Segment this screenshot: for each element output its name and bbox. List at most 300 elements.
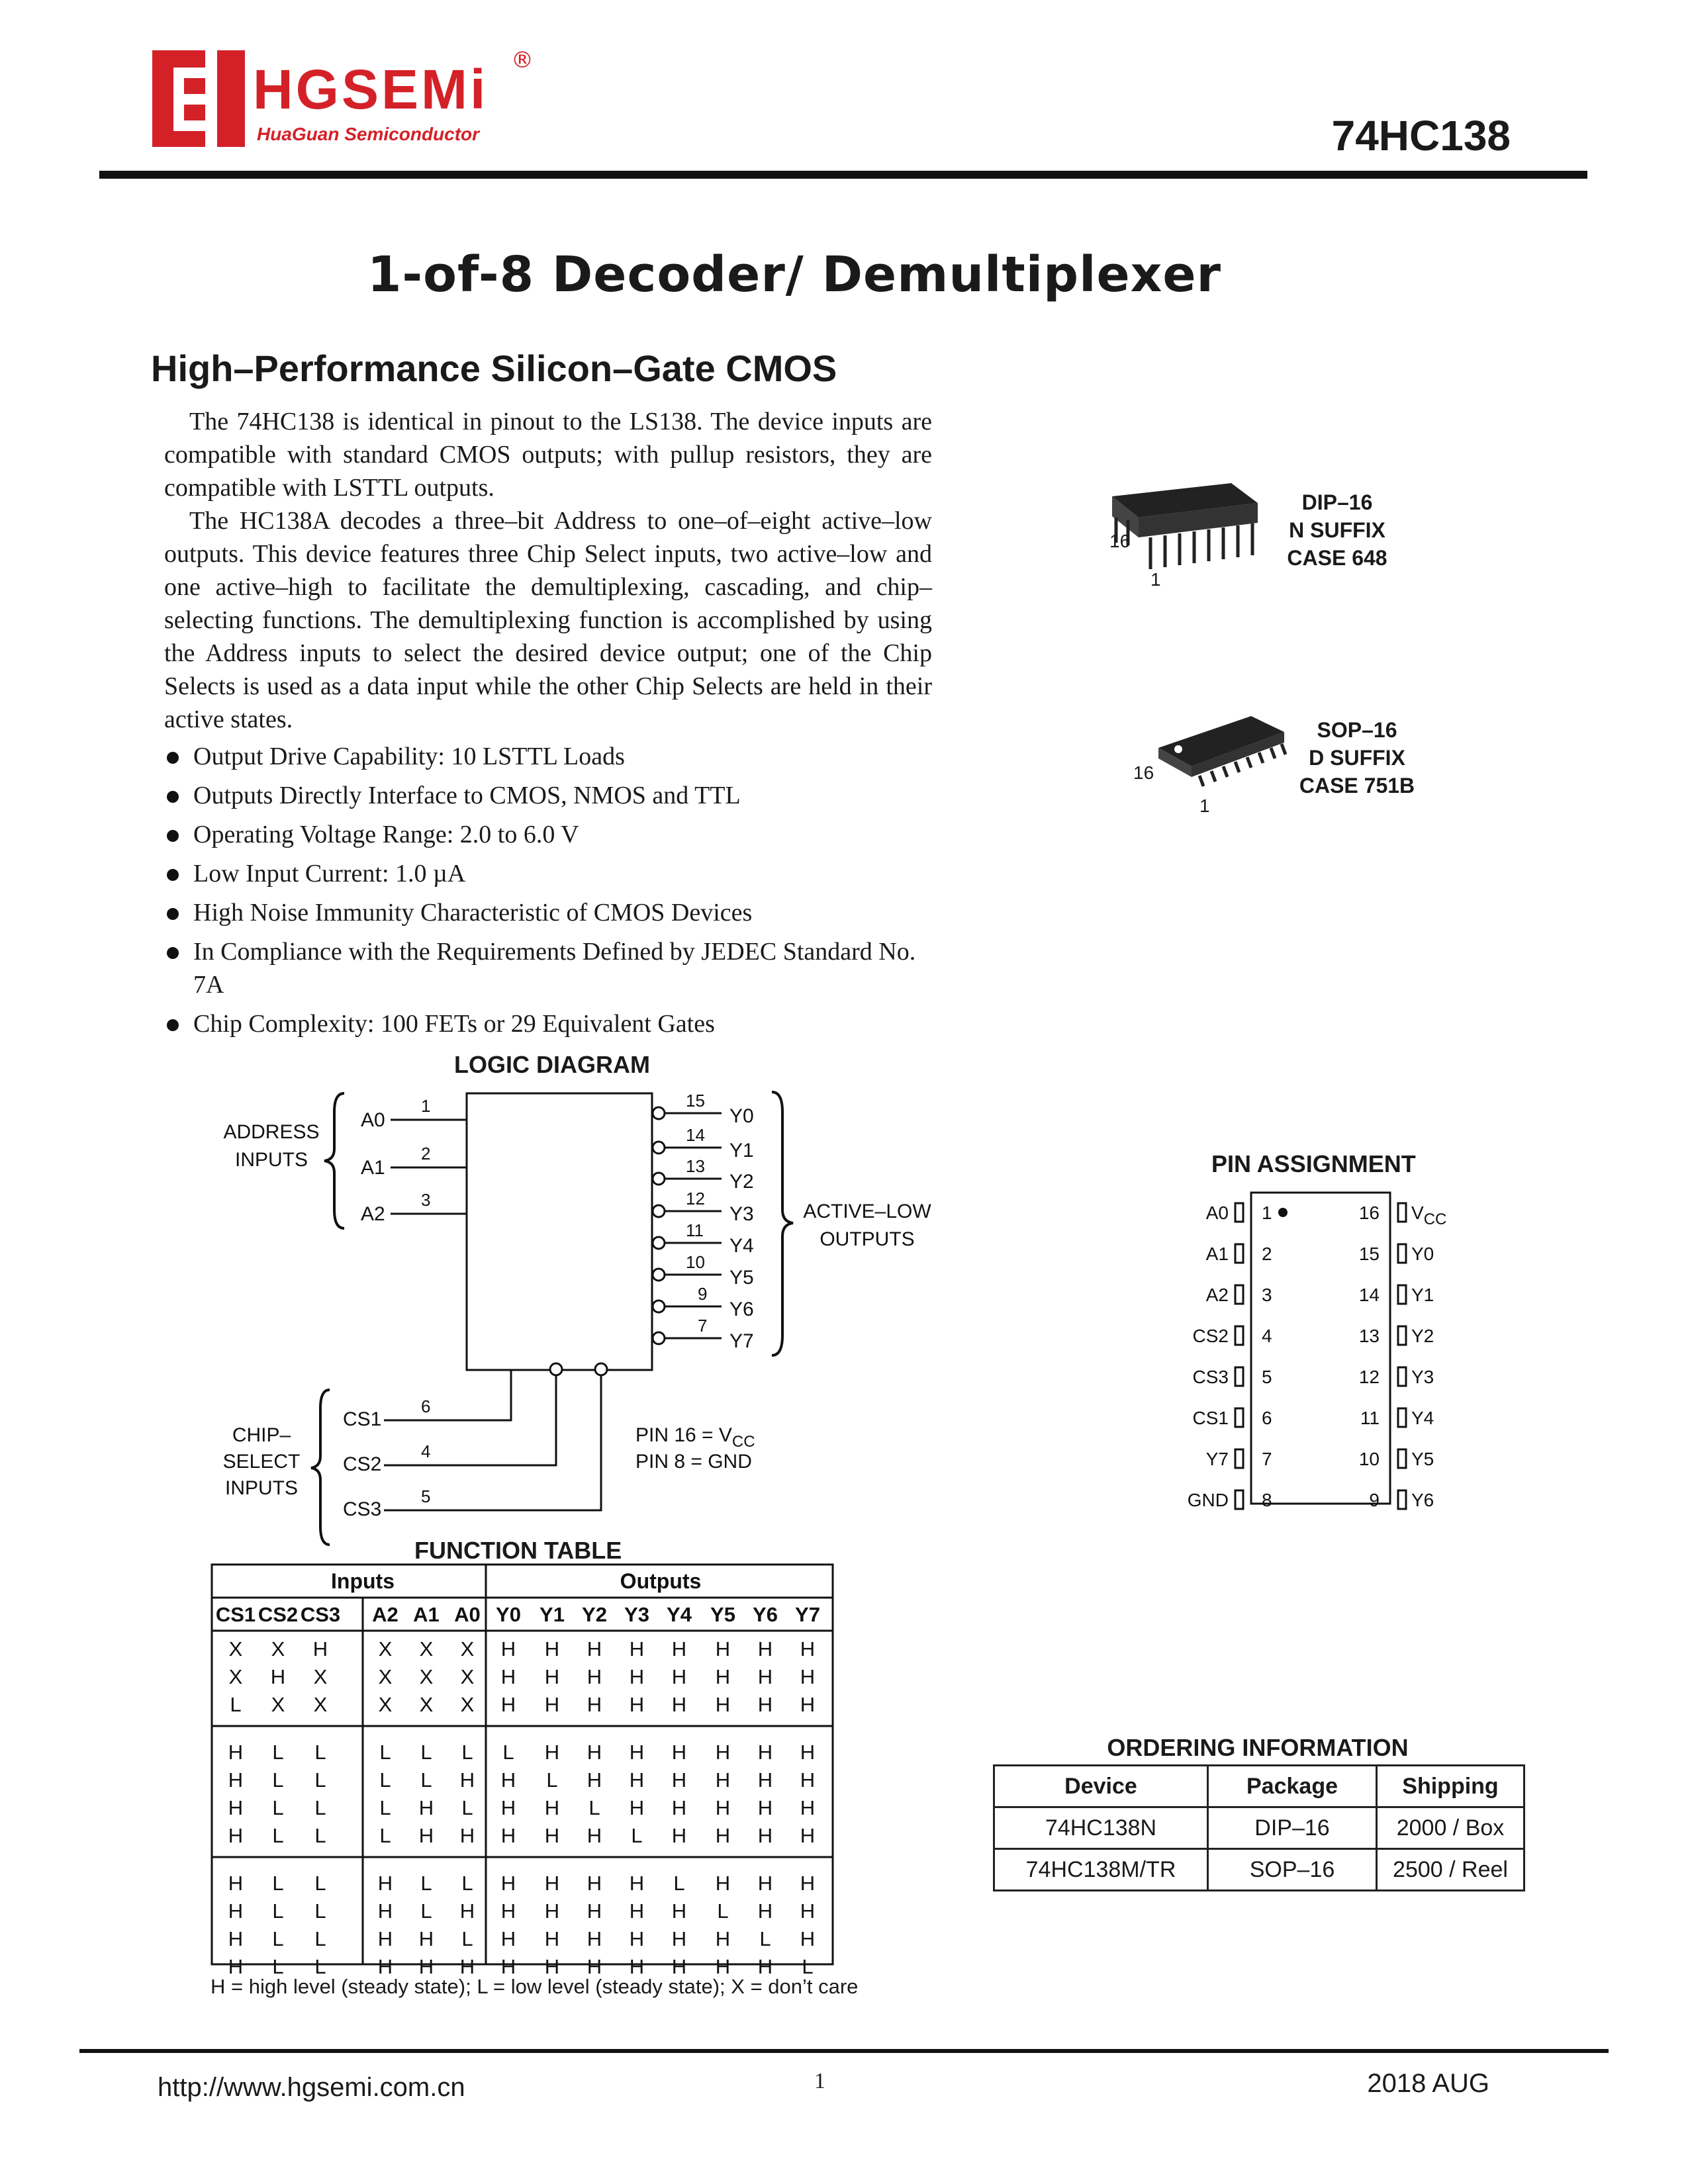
table-cell: H [586, 1637, 602, 1661]
table-cell: H [544, 1741, 560, 1764]
table-cell: H [800, 1741, 816, 1764]
table-cell: H [228, 1741, 244, 1764]
table-cell: X [228, 1665, 243, 1688]
table-cell: L [420, 1872, 432, 1895]
table-cell: H [671, 1824, 687, 1847]
pin-name-left: CS3 [1192, 1367, 1229, 1387]
table-cell: L [461, 1796, 473, 1819]
table-cell: L [272, 1899, 284, 1923]
table-cell: H [500, 1927, 516, 1950]
table-cell: L [314, 1824, 326, 1847]
group-header-outputs: Outputs [620, 1569, 702, 1593]
power-note-gnd: PIN 8 = GND [635, 1451, 752, 1473]
table-cell: X [271, 1693, 285, 1716]
table-cell: L [802, 1955, 814, 1978]
group-header-inputs: Inputs [331, 1569, 395, 1593]
ordering-device: 74HC138M/TR [994, 1849, 1208, 1891]
table-cell: H [757, 1796, 773, 1819]
pin-name-right: Y6 [1411, 1490, 1434, 1510]
table-cell: H [377, 1955, 393, 1978]
pin-pad [1235, 1203, 1243, 1222]
table-cell: X [313, 1665, 328, 1688]
table-cell: H [500, 1665, 516, 1688]
pin-number: 15 [686, 1091, 705, 1111]
table-cell: H [715, 1665, 731, 1688]
pin-number-right: 15 [1358, 1244, 1380, 1264]
table-cell: L [420, 1768, 432, 1792]
table-cell: L [673, 1872, 685, 1895]
table-cell: H [757, 1824, 773, 1847]
table-cell: L [420, 1899, 432, 1923]
table-cell: X [460, 1665, 475, 1688]
output-label: Y6 [729, 1298, 754, 1320]
table-cell: H [500, 1899, 516, 1923]
pin-number-left: 6 [1262, 1408, 1272, 1428]
table-cell: H [715, 1637, 731, 1661]
pin-name-left: CS2 [1192, 1326, 1229, 1346]
table-cell: H [377, 1899, 393, 1923]
pin-pad [1398, 1490, 1406, 1509]
table-cell: H [228, 1768, 244, 1792]
pin-name-right: Y2 [1411, 1326, 1434, 1346]
pin-pad [1235, 1367, 1243, 1386]
table-cell: H [757, 1872, 773, 1895]
table-cell: H [377, 1927, 393, 1950]
ordering-device: 74HC138N [994, 1807, 1208, 1849]
footer-divider [79, 2049, 1609, 2053]
company-logo [151, 48, 535, 154]
pin-name-right: Y5 [1411, 1449, 1434, 1469]
logic-diagram-title: LOGIC DIAGRAM [454, 1051, 650, 1078]
sop16-pin-low: 1 [1199, 796, 1210, 816]
table-cell: H [671, 1955, 687, 1978]
table-cell: H [757, 1768, 773, 1792]
pin-number-right: 9 [1369, 1490, 1380, 1510]
table-cell: X [228, 1637, 243, 1661]
logo-mark [151, 48, 535, 154]
feature-item: Chip Complexity: 100 FETs or 29 Equivalent Gates [164, 1007, 945, 1040]
package-case: CASE 648 [1287, 546, 1387, 570]
table-cell: L [379, 1796, 391, 1819]
pin-name-left: A2 [1205, 1285, 1229, 1305]
decoder-block [467, 1093, 652, 1370]
sop16-package-icon [1152, 708, 1311, 801]
table-cell: H [800, 1824, 816, 1847]
table-cell: H [377, 1872, 393, 1895]
table-cell: H [586, 1693, 602, 1716]
column-header: CS3 [300, 1603, 341, 1626]
pin-number-left: 4 [1262, 1326, 1272, 1346]
table-cell: H [629, 1768, 645, 1792]
pin-number-left: 5 [1262, 1367, 1272, 1387]
table-cell: H [715, 1927, 731, 1950]
outputs-group-label: OUTPUTS [820, 1228, 915, 1250]
sop16-label [1291, 716, 1423, 799]
table-cell: H [715, 1824, 731, 1847]
column-header: A1 [413, 1603, 440, 1626]
table-cell: H [544, 1796, 560, 1819]
table-cell: H [800, 1693, 816, 1716]
pin-name-right: VCC [1411, 1203, 1447, 1228]
feature-item: Low Input Current: 1.0 µA [164, 857, 945, 890]
table-cell: H [671, 1768, 687, 1792]
table-cell: H [715, 1741, 731, 1764]
pin-number: 11 [686, 1220, 704, 1240]
outputs-group-label: ACTIVE–LOW [803, 1201, 931, 1222]
column-header: Y3 [624, 1603, 649, 1626]
table-cell: H [757, 1741, 773, 1764]
pin-pad [1235, 1244, 1243, 1263]
table-cell: H [629, 1665, 645, 1688]
description-paragraph: The 74HC138 is identical in pinout to the LS138. The device inputs are compatible with standard CMOS outputs; with pullup resistors, they are compatible with LSTTL outputs. [164, 408, 932, 502]
pin-number: 6 [421, 1396, 431, 1416]
table-cell: H [544, 1824, 560, 1847]
document-title: 1-of-8 Decoder/ Demultiplexer [367, 246, 1222, 303]
table-cell: X [419, 1693, 434, 1716]
chip-select-label: CS3 [343, 1498, 382, 1520]
table-cell: L [314, 1796, 326, 1819]
table-cell: H [586, 1824, 602, 1847]
table-cell: L [272, 1768, 284, 1792]
pin-number-left: 7 [1262, 1449, 1272, 1469]
table-cell: L [546, 1768, 558, 1792]
ordering-shipping: 2000 / Box [1377, 1807, 1524, 1849]
table-cell: H [629, 1693, 645, 1716]
pin-name-right: Y4 [1411, 1408, 1434, 1428]
table-cell: X [271, 1637, 285, 1661]
dip16-pin-high: 16 [1109, 531, 1131, 551]
table-cell: X [419, 1665, 434, 1688]
logo-tagline: HuaGuan Semiconductor [257, 124, 480, 144]
column-header: Y6 [753, 1603, 778, 1626]
ordering-row [994, 1807, 1524, 1849]
table-cell: L [272, 1927, 284, 1950]
pin-pad [1398, 1367, 1406, 1386]
table-cell: H [757, 1637, 773, 1661]
table-cell: L [272, 1741, 284, 1764]
table-cell: H [715, 1955, 731, 1978]
output-label: Y1 [729, 1140, 754, 1161]
chip-select-group-label: INPUTS [224, 1477, 299, 1499]
pin-name-left: A0 [1205, 1203, 1229, 1223]
table-cell: L [631, 1824, 643, 1847]
pin-number: 3 [421, 1190, 431, 1210]
table-cell: H [500, 1796, 516, 1819]
pin-pad [1235, 1326, 1243, 1345]
table-cell: H [586, 1872, 602, 1895]
chip-select-group-label: SELECT [222, 1451, 301, 1473]
package-suffix: D SUFFIX [1309, 746, 1405, 770]
table-cell: H [671, 1741, 687, 1764]
ordering-header-cell: Device [994, 1766, 1208, 1807]
table-cell: X [378, 1693, 393, 1716]
pin1-marker [1278, 1208, 1288, 1217]
table-cell: L [314, 1872, 326, 1895]
output-label: Y7 [729, 1330, 754, 1352]
table-cell: L [461, 1927, 473, 1950]
package-name: DIP–16 [1301, 490, 1373, 514]
address-input-label: A2 [361, 1203, 385, 1225]
document-subtitle: High–Performance Silicon–Gate CMOS [151, 347, 837, 389]
function-table-title: FUNCTION TABLE [414, 1537, 622, 1564]
pin-pad [1398, 1408, 1406, 1427]
table-cell: H [671, 1693, 687, 1716]
table-cell: H [715, 1872, 731, 1895]
pin-name-left: GND [1187, 1490, 1229, 1510]
output-label: Y3 [729, 1203, 754, 1225]
table-cell: H [228, 1872, 244, 1895]
table-cell: X [378, 1637, 393, 1661]
table-cell: H [629, 1872, 645, 1895]
table-cell: X [378, 1665, 393, 1688]
address-input-label: A1 [361, 1157, 385, 1179]
address-brace [324, 1093, 344, 1228]
power-note-vcc: PIN $16 = V_{CC}$ [635, 1424, 755, 1451]
pin-number: 2 [421, 1144, 431, 1163]
table-cell: H [757, 1955, 773, 1978]
table-cell: H [757, 1665, 773, 1688]
table-cell: H [757, 1899, 773, 1923]
table-cell: L [461, 1872, 473, 1895]
sop16-pin-high: 16 [1133, 762, 1154, 783]
logic-diagram [199, 1085, 953, 1549]
table-cell: H [228, 1899, 244, 1923]
ordering-row [994, 1849, 1524, 1891]
pin-number-right: 14 [1358, 1285, 1380, 1305]
outputs-brace [772, 1092, 793, 1355]
table-cell: H [629, 1927, 645, 1950]
table-cell: H [586, 1665, 602, 1688]
chip-select-group-label: CHIP– [232, 1424, 291, 1446]
header-divider [99, 171, 1587, 179]
table-cell: H [544, 1665, 560, 1688]
column-header: CS2 [258, 1603, 299, 1626]
table-cell: L [314, 1741, 326, 1764]
pin-number-right: 13 [1358, 1326, 1380, 1346]
output-label: Y4 [729, 1235, 754, 1257]
pin-name-left: A1 [1205, 1244, 1229, 1264]
function-table-note: H = high level (steady state); L = low level (steady state); X = don’t care [211, 1975, 859, 1998]
pin-number-left: 2 [1262, 1244, 1272, 1264]
table-cell: L [272, 1824, 284, 1847]
table-cell: X [419, 1637, 434, 1661]
table-cell: H [228, 1955, 244, 1978]
table-cell: L [379, 1824, 391, 1847]
footer-date: 2018 AUG [1367, 2069, 1489, 2098]
function-table [211, 1563, 834, 1978]
table-cell: H [629, 1637, 645, 1661]
table-cell: H [500, 1768, 516, 1792]
table-cell: L [272, 1796, 284, 1819]
ordering-title: ORDERING INFORMATION [1107, 1734, 1409, 1761]
table-cell: H [459, 1899, 475, 1923]
column-header: Y4 [667, 1603, 692, 1626]
feature-item: Output Drive Capability: 10 LSTTL Loads [164, 740, 945, 773]
pin-number-right: 12 [1358, 1367, 1380, 1387]
pin-number: 5 [421, 1486, 431, 1506]
column-header: Y1 [539, 1603, 565, 1626]
table-cell: H [500, 1637, 516, 1661]
pin-number: 4 [421, 1441, 431, 1461]
pin-name-right: Y1 [1411, 1285, 1434, 1305]
table-cell: H [715, 1693, 731, 1716]
table-cell: L [420, 1741, 432, 1764]
table-cell: H [671, 1899, 687, 1923]
pin-assignment-title: PIN ASSIGNMENT [1211, 1150, 1416, 1177]
output-label: Y5 [729, 1267, 754, 1289]
ordering-header-row [994, 1766, 1524, 1807]
table-cell: H [800, 1899, 816, 1923]
table-cell: X [460, 1637, 475, 1661]
table-cell: H [500, 1955, 516, 1978]
pin-pad [1398, 1285, 1406, 1304]
table-cell: L [272, 1955, 284, 1978]
table-cell: H [544, 1899, 560, 1923]
pin-number-right: 16 [1358, 1203, 1380, 1223]
table-cell: H [459, 1955, 475, 1978]
dip16-pin-low: 1 [1150, 569, 1161, 590]
column-header: Y2 [582, 1603, 607, 1626]
output-label: Y2 [729, 1171, 754, 1193]
table-cell: H [629, 1741, 645, 1764]
table-cell: L [314, 1768, 326, 1792]
pin-name-right: Y0 [1411, 1244, 1434, 1264]
pin-pad [1398, 1203, 1406, 1222]
pin-name-left: Y7 [1205, 1449, 1229, 1469]
table-cell: H [629, 1955, 645, 1978]
column-header: Y7 [795, 1603, 820, 1626]
address-input-label: A0 [361, 1109, 385, 1131]
table-cell: H [629, 1796, 645, 1819]
pin-number-right: 11 [1360, 1408, 1380, 1428]
table-cell: X [313, 1693, 328, 1716]
feature-item: Outputs Directly Interface to CMOS, NMOS and TTL [164, 779, 945, 812]
table-cell: L [502, 1741, 514, 1764]
table-cell: H [671, 1665, 687, 1688]
table-cell: H [228, 1927, 244, 1950]
table-cell: H [312, 1637, 328, 1661]
description-paragraph: The HC138A decodes a three–bit Address to one–of–eight active–low outputs. This device features three Chip Select inputs, two active–low and one active–high to facilitate the demultiplexing, cascading, and chip–selecting functions. The demultiplexing function is accomplished by using the Address inputs to select the desired device output; one of the Chip Selects is used as a data input while the other Chip Selects are held in their active states. [164, 507, 932, 733]
pin-number-left: 3 [1262, 1285, 1272, 1305]
pin-name-right: Y3 [1411, 1367, 1434, 1387]
pin-number: 13 [686, 1156, 705, 1176]
table-cell: H [544, 1927, 560, 1950]
table-cell: L [588, 1796, 600, 1819]
features-list [164, 740, 945, 1046]
ordering-shipping: 2500 / Reel [1377, 1849, 1524, 1891]
pin-pad [1398, 1449, 1406, 1468]
description [164, 405, 932, 736]
part-number: 74HC138 [1331, 112, 1511, 159]
table-cell: H [228, 1796, 244, 1819]
table-cell: H [586, 1768, 602, 1792]
pin-name-left: CS1 [1192, 1408, 1229, 1428]
pin-pad [1235, 1285, 1243, 1304]
table-cell: H [586, 1955, 602, 1978]
column-header: Y0 [496, 1603, 521, 1626]
table-cell: H [671, 1796, 687, 1819]
table-cell: H [715, 1796, 731, 1819]
chip-select-label: CS1 [343, 1408, 382, 1430]
ordering-package: DIP–16 [1208, 1807, 1377, 1849]
table-cell: H [586, 1899, 602, 1923]
table-cell: L [314, 1955, 326, 1978]
pin-number: 1 [421, 1096, 431, 1116]
table-cell: H [800, 1665, 816, 1688]
pin-number: 14 [686, 1125, 705, 1145]
feature-item: Operating Voltage Range: 2.0 to 6.0 V [164, 818, 945, 851]
column-header: A0 [454, 1603, 481, 1626]
table-cell: H [671, 1927, 687, 1950]
output-label: Y0 [729, 1105, 754, 1127]
pin-pad [1398, 1244, 1406, 1263]
pin-pad [1235, 1408, 1243, 1427]
ordering-package: SOP–16 [1208, 1849, 1377, 1891]
table-cell: H [500, 1693, 516, 1716]
table-cell: H [544, 1693, 560, 1716]
dip16-label [1271, 488, 1403, 572]
column-header: A2 [372, 1603, 399, 1626]
table-cell: L [717, 1899, 729, 1923]
pin-number-right: 10 [1358, 1449, 1380, 1469]
address-group-label: INPUTS [234, 1149, 308, 1171]
pin-number: 10 [686, 1252, 705, 1272]
table-cell: L [230, 1693, 242, 1716]
table-cell: H [459, 1768, 475, 1792]
table-cell: H [757, 1693, 773, 1716]
pin-pad [1235, 1490, 1243, 1509]
column-header: CS1 [215, 1603, 256, 1626]
table-cell: H [586, 1741, 602, 1764]
table-cell: H [671, 1637, 687, 1661]
table-cell: H [459, 1824, 475, 1847]
footer-url-link[interactable]: http://www.hgsemi.com.cn [158, 2073, 465, 2102]
table-cell: L [314, 1927, 326, 1950]
table-cell: H [715, 1768, 731, 1792]
table-cell: H [500, 1824, 516, 1847]
table-cell: L [379, 1741, 391, 1764]
table-cell: L [379, 1768, 391, 1792]
chip-select-label: CS2 [343, 1453, 382, 1475]
pin-number: 12 [686, 1189, 705, 1208]
ordering-table [993, 1764, 1525, 1891]
column-header: Y5 [710, 1603, 735, 1626]
table-cell: L [272, 1872, 284, 1895]
ordering-header-cell: Package [1208, 1766, 1377, 1807]
table-cell: H [800, 1796, 816, 1819]
page-number: 1 [814, 2069, 825, 2093]
table-cell: H [228, 1824, 244, 1847]
feature-item: High Noise Immunity Characteristic of CMOS Devices [164, 896, 945, 929]
pin-pad [1235, 1449, 1243, 1468]
package-suffix: N SUFFIX [1289, 518, 1385, 542]
table-cell: H [586, 1927, 602, 1950]
feature-item: In Compliance with the Requirements Defined by JEDEC Standard No. 7A [164, 935, 945, 1001]
logo-brand: HGSEMi [253, 58, 489, 120]
package-case: CASE 751B [1299, 774, 1415, 797]
address-group-label: ADDRESS [223, 1121, 320, 1143]
table-cell: H [270, 1665, 286, 1688]
table-cell: L [314, 1899, 326, 1923]
table-cell: H [544, 1637, 560, 1661]
table-cell: H [418, 1927, 434, 1950]
table-cell: H [800, 1637, 816, 1661]
table-cell: L [461, 1741, 473, 1764]
table-cell: X [460, 1693, 475, 1716]
ordering-header-cell: Shipping [1377, 1766, 1524, 1807]
table-cell: H [418, 1955, 434, 1978]
table-cell: H [800, 1768, 816, 1792]
